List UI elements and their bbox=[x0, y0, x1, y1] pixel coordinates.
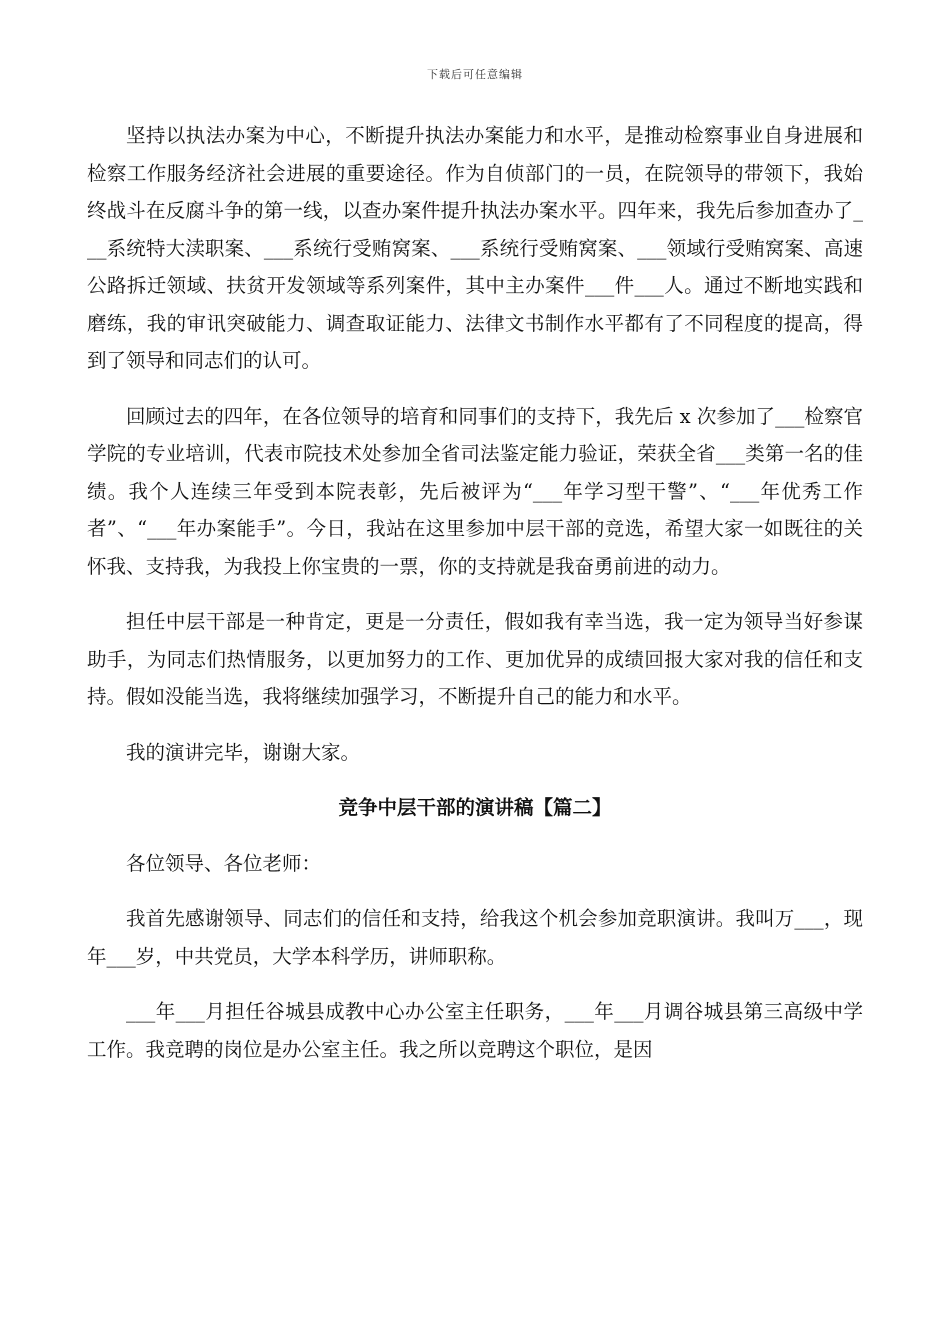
section-title: 竞争中层干部的演讲稿【篇二】 bbox=[338, 796, 612, 819]
document-body bbox=[87, 117, 863, 1086]
paragraph-6: 我首先感谢领导、同志们的信任和支持，给我这个机会参加竞职演讲。我叫万___，现年___岁，中共党员，大学本科学历，讲师职称。 bbox=[87, 907, 863, 968]
paragraph-1: 坚持以执法办案为中心，不断提升执法办案能力和水平，是推动检察事业自身进展和检察工作服务经济社会进展的重要途径。作为自侦部门的一员，在院领导的带领下，我始终战斗在反腐斗争的第一线，以查办案件提升执法办案水平。四年来，我先后参加查办了___系统特大渎职案、___系统行受贿窝案、___系统行受贿窝案、___领域行受贿窝案、高速公路拆迁领域、扶贫开发领域等系列案件，其中主办案件___件___人。通过不断地实践和磨练，我的审讯突破能力、调查取证能力、法律文书制作水平都有了不同程度的提高，得到了领导和同志们的认可。 bbox=[87, 124, 863, 372]
paragraph-3: 担任中层干部是一种肯定，更是一分责任，假如我有幸当选，我一定为领导当好参谋助手，为同志们热情服务，以更加努力的工作、更加优异的成绩回报大家对我的信任和支持。假如没能当选，我将继续加强学习，不断提升自己的能力和水平。 bbox=[87, 610, 863, 708]
page-header: 下载后可任意编辑 bbox=[427, 68, 523, 81]
paragraph-4: 我的演讲完毕，谢谢大家。 bbox=[126, 740, 361, 764]
paragraph-2: 回顾过去的四年，在各位领导的培育和同事们的支持下，我先后 x 次参加了___检察官学院的专业培训，代表市院技术处参加全省司法鉴定能力验证，荣获全省___类第一名的佳绩。我个人连续三年受到本院表彰，先后被评为“___年学习型干警”、“___年优秀工作者”、“___年办案能手”。今日，我站在这里参加中层干部的竞选，希望大家一如既往的关怀我、支持我，为我投上你宝贵的一票，你的支持就是我奋勇前进的动力。 bbox=[87, 404, 863, 578]
paragraph-7: ___年___月担任谷城县成教中心办公室主任职务，___年___月调谷城县第三高级中学工作。我竞聘的岗位是办公室主任。我之所以竞聘这个职位，是因 bbox=[87, 1000, 863, 1061]
paragraph-5: 各位领导、各位老师： bbox=[126, 851, 322, 875]
